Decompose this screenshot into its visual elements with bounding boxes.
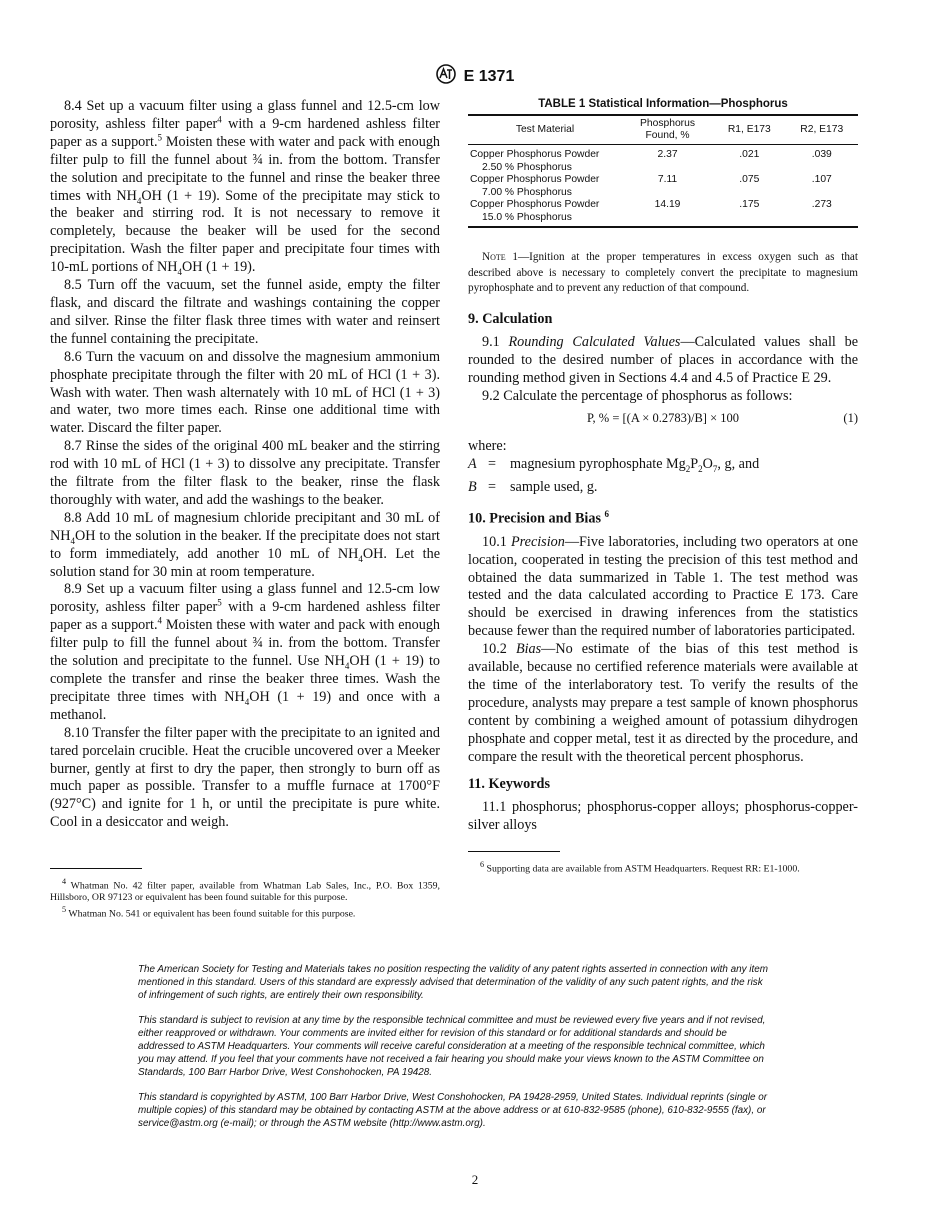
page-header — [0, 64, 950, 89]
table-row — [468, 174, 858, 199]
paragraph-8-8: 8.8 Add 10 mL of magnesium chloride precipitant and 30 mL of $NH_4OH$ to the solution in the beaker. If the precipitate does not start to form immediately, add another 10 mL of $NH_4OH$. Let the solution stand for 30 min at room temperature. — [50, 509, 440, 580]
footnote-divider — [468, 851, 560, 852]
equation-1: P, % = [(A × 0.2783)/B] × 100 (1) — [586, 411, 858, 426]
astm-disclaimer — [138, 963, 772, 1141]
where-label: where: — [468, 438, 507, 455]
disclaimer-revision: This standard is subject to revision at any time by the responsible technical committee and must be reviewed every five years and if not revised, either reapproved or withdrawn. Your comments are invited either for revision of this standard or for additional standards and should be addressed to ASTM Headquarters. Your comments will receive careful consideration at a meeting of the responsible technical committee, which you may attend. If you feel that your comments have not received a fair hearing you should make your views known to the ASTM Committee on Standards, 100 Barr Harbor Drive, West Conshohocken, PA 19428. — [138, 1014, 766, 1079]
note-1: Note 1—Ignition at the proper temperatures in excess oxygen such as that described above is necessary to completely convert the precipitate to magnesium pyrophosphate and to prevent any reduction of that compound. — [468, 251, 858, 295]
table-cell: 2.37 — [657, 149, 678, 160]
statistics-table — [468, 114, 858, 228]
paragraph-10-1: 10.1 Precision—Five laboratories, including two operators at one location, cooperated in testing the precision of this test method and obtained the data summarized in Table 1. The test method was tested and the data calculated according to Practice E 173. Care should be exercised in drawing inferences from the statistics because fewer than the required number of laboratories participated. — [468, 533, 859, 640]
table-cell: .273 — [786, 199, 858, 227]
page-number: 2 — [471, 1172, 479, 1187]
table-cell: 7.11 — [657, 174, 678, 185]
table-cell: .175 — [713, 199, 785, 227]
column-header: Phosphorus Found, % — [622, 115, 713, 145]
left-column — [50, 98, 440, 921]
astm-logo-icon — [436, 64, 456, 89]
section-9-heading: 9. Calculation — [468, 310, 553, 327]
paragraph-11-1: 11.1 phosphorus; phosphorus-copper alloys; phosphorus-copper-silver alloys — [468, 799, 858, 834]
paragraph-8-6: 8.6 Turn the vacuum on and dissolve the magnesium ammonium phosphate precipitate through the filter with 20 mL of HCl (1 + 3). Wash with water. Then wash alternately with 10 mL of HCl (1 + 3) and water, two more times each. Rinse one additional time with water. Discard the filter paper. — [50, 348, 440, 437]
table-cell: Copper Phosphorus Powder 15.0 % Phosphorus — [468, 199, 622, 227]
footnote-5: $^5$ Whatman No. 541 or equivalent has been found suitable for this purpose. — [62, 905, 356, 920]
table-title: TABLE 1 Statistical Information—Phosphorus — [538, 98, 788, 110]
footnote-divider — [50, 868, 142, 869]
variable-a-definition: A = magnesium pyrophosphate $Mg_2P_2O_7$, g, and — [468, 456, 760, 475]
table-row — [468, 199, 858, 227]
right-column — [468, 98, 858, 876]
column-header: R1, E173 — [713, 115, 785, 145]
paragraph-9-1: 9.1 Rounding Calculated Values—Calculated values shall be rounded to the desired number of places in accordance with the rounding method given in Sections 4.4 and 4.5 of Practice E 29. — [468, 333, 858, 386]
paragraph-8-5: 8.5 Turn off the vacuum, set the funnel aside, empty the filter flask, and discard the filtrate and washings containing the copper and silver. Rinse the filter flask three times with water and reinsert the funnel containing the precipitate. — [50, 277, 440, 347]
standard-designation: E 1371 — [463, 67, 515, 85]
footnote-4: $^4$ Whatman No. 42 filter paper, available from Whatman Lab Sales, Inc., P.O. Box 1359, Hillsboro, OR 97123 or equivalent has been found suitable for this purpose. — [50, 877, 440, 904]
disclaimer-patent: The American Society for Testing and Materials takes no position respecting the validity of any patent rights asserted in connection with any item mentioned in this standard. Users of this standard are expressly advised that determination of the validity of any such patent rights, and the risk of infringement of such rights, are entirely their own responsibility. — [138, 964, 768, 1002]
paragraph-8-9: 8.9 Set up a vacuum filter using a glass funnel and 12.5-cm low porosity, ashless filter paper$^5$ with a 9-cm hardened ashless filter paper as a support.$^4$ Moisten these with water and pack with enough filter pulp to fill the funnel about ¾ in. from the bottom. Transfer the solution and precipitate to the funnel. Use $NH_4OH$ (1 + 19) to complete the transfer and rinse the beaker three times. Wash the precipitate three times with $NH_4OH$ (1 + 19) and once with a methanol. — [50, 581, 441, 723]
paragraph-8-10: 8.10 Transfer the filter paper with the precipitate to an ignited and tared porcelain crucible. Heat the crucible uncovered over a Meeker burner, gently at first to dry the paper, then strongly to burn off as much paper as possible. Transfer to a muffle furnace at 1700°F (927°C) and ignite for 1 h, or until the precipitate is pure white. Cool in a desiccator and weigh. — [50, 724, 440, 831]
section-10-heading: 10. Precision and Bias $^6$ — [468, 508, 610, 527]
paragraph-9-2: 9.2 Calculate the percentage of phosphorus as follows: — [482, 387, 793, 404]
table-cell: 14.19 — [622, 199, 713, 227]
column-header: Test Material — [468, 115, 622, 145]
paragraph-8-7: 8.7 Rinse the sides of the original 400 mL beaker and the stirring rod with 10 mL of HCl (1 + 3) to dissolve any precipitate. Transfer the filtrate from the filter flask to the beaker, rinse the flask thoroughly with water, and add the washings to the beaker. — [50, 438, 440, 508]
table-cell: .039 — [811, 149, 832, 160]
column-header: R2, E173 — [786, 115, 858, 145]
table-cell: .107 — [811, 174, 832, 185]
table-cell: .021 — [739, 149, 760, 160]
table-header-row — [468, 115, 858, 145]
paragraph-8-4: 8.4 Set up a vacuum filter using a glass funnel and 12.5-cm low porosity, ashless filter paper$^4$ with a 9-cm hardened ashless filter paper as a support.$^5$ Moisten these with water and pack with enough filter pulp to fill the funnel about ¾ in. from the bottom. Transfer the solution and precipitate to the funnel and rinse the beaker three times with $NH_4OH$ (1 + 19). Some of the precipitate may stick to the beaker and stirring rod. It is not necessary to remove it completely, because the beaker will be used for the second precipitation. Wash the filter paper and precipitate four times with 10-mL portions of $NH_4OH$ (1 + 19). — [50, 98, 441, 277]
section-11-heading: 11. Keywords — [468, 776, 550, 793]
disclaimer-copyright: This standard is copyrighted by ASTM, 100 Barr Harbor Drive, West Conshohocken, PA 19428-2959, United States. Individual reprints (single or multiple copies) of this standard may be obtained by contacting ASTM at the above address or at 610-832-9585 (phone), 610-832-9555 (fax), or service@astm.org (e-mail); or through the ASTM website (http://www.astm.org). — [138, 1091, 768, 1130]
variable-b-definition: B = sample used, g. — [468, 479, 598, 496]
footnote-6: $^6$ Supporting data are available from ASTM Headquarters. Request RR: E1-1000. — [480, 860, 800, 875]
table-cell: .075 — [739, 174, 760, 185]
paragraph-10-2: 10.2 Bias—No estimate of the bias of this test method is available, because no certified reference materials were available at the time of the interlaboratory test. To verify the results of the procedure, analysts may prepare a test sample of known phosphorus content by combining a weighed amount of potassium dihydrogen phosphate and copper metal, test it as directed by the procedure, and compare the result with the theoretical percent phosphorus. — [468, 641, 858, 765]
table-cell: Copper Phosphorus Powder 7.00 % Phosphorus — [470, 174, 600, 198]
table-row — [468, 145, 858, 175]
table-cell: Copper Phosphorus Powder 2.50 % Phosphorus — [470, 149, 600, 173]
